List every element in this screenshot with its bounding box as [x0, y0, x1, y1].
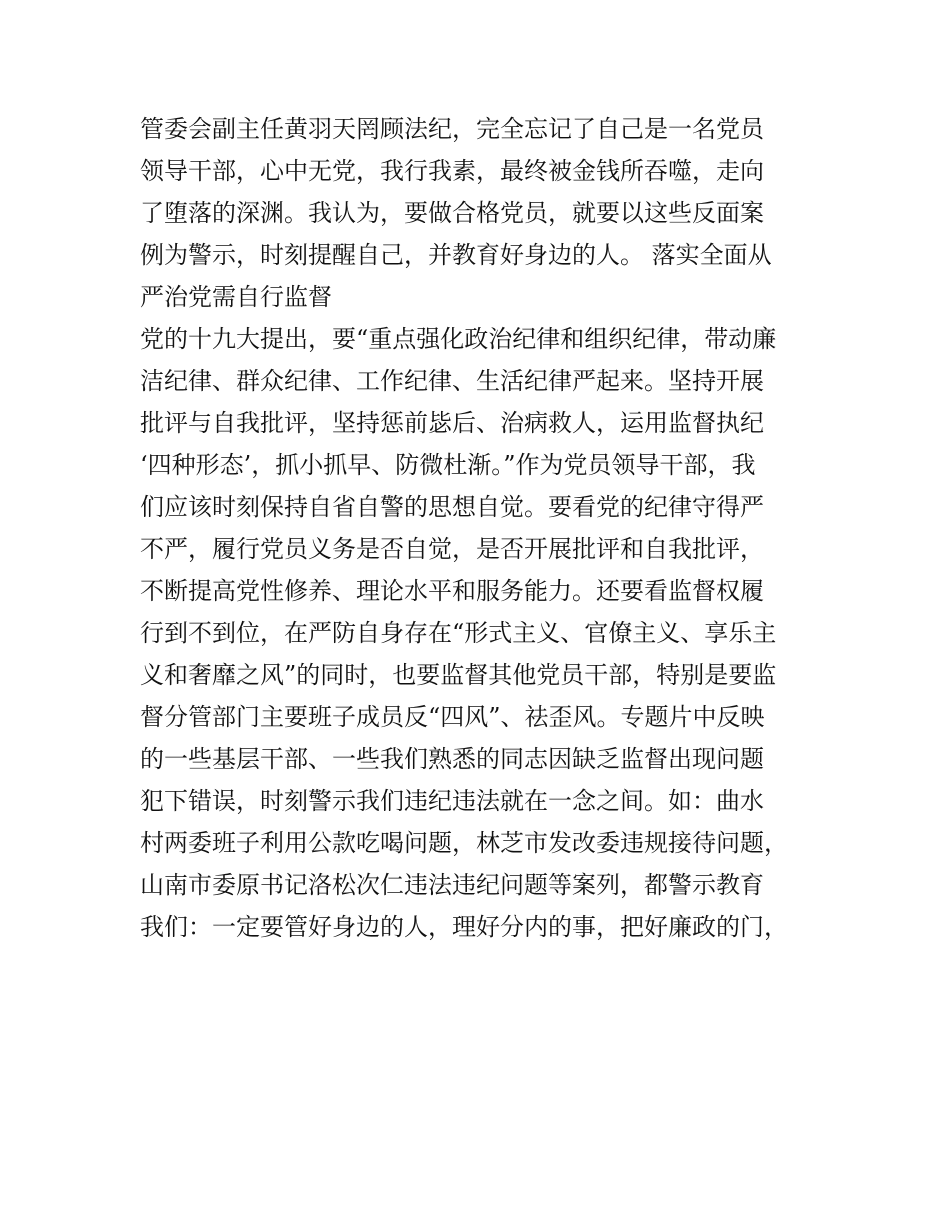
text-line: 例为警示，时刻提醒自己，并教育好身边的人。 落实全面从	[140, 241, 772, 269]
text-line: 批评与自我批评，坚持惩前毖后、治病救人，运用监督执纪	[140, 409, 764, 437]
text-line: 义和奢靡之风”的同时，也要监督其他党员干部，特别是要监	[140, 661, 777, 689]
text-line: 管委会副主任黄羽天罔顾法纪，完全忘记了自己是一名党员	[140, 115, 764, 143]
text-line: 洁纪律、群众纪律、工作纪律、生活纪律严起来。坚持开展	[140, 367, 764, 395]
text-line: 不断提高党性修养、理论水平和服务能力。还要看监督权履	[140, 577, 764, 605]
text-line: 犯下错误，时刻警示我们违纪违法就在一念之间。如：曲水	[140, 787, 764, 815]
text-line: 行到不到位，在严防自身存在“形式主义、官僚主义、享乐主	[140, 619, 777, 647]
text-line: 山南市委原书记洛松次仁违法违纪问题等案列，都警示教育	[140, 871, 764, 899]
text-line: 党的十九大提出，要“重点强化政治纪律和组织纪律，带动廉	[140, 325, 777, 353]
text-line: 不严，履行党员义务是否自觉，是否开展批评和自我批评，	[140, 535, 764, 563]
text-line: 村两委班子利用公款吃喝问题，林芝市发改委违规接待问题，	[140, 829, 788, 857]
section-heading-line: 严治党需自行监督	[140, 283, 332, 311]
body-text	[140, 108, 820, 948]
text-line: 领导干部，心中无党，我行我素，最终被金钱所吞噬，走向	[140, 157, 764, 185]
text-line: 的一些基层干部、一些我们熟悉的同志因缺乏监督出现问题	[140, 745, 764, 773]
text-line: 我们：一定要管好身边的人，理好分内的事，把好廉政的门，	[140, 913, 788, 941]
text-line: 们应该时刻保持自省自警的思想自觉。要看党的纪律守得严	[140, 493, 764, 521]
text-line: 督分管部门主要班子成员反“四风”、祛歪风。专题片中反映	[140, 703, 765, 731]
text-line: ‘四种形态’，抓小抓早、防微杜渐。”作为党员领导干部，我	[140, 451, 756, 479]
text-line: 了堕落的深渊。我认为，要做合格党员，就要以这些反面案	[140, 199, 764, 227]
